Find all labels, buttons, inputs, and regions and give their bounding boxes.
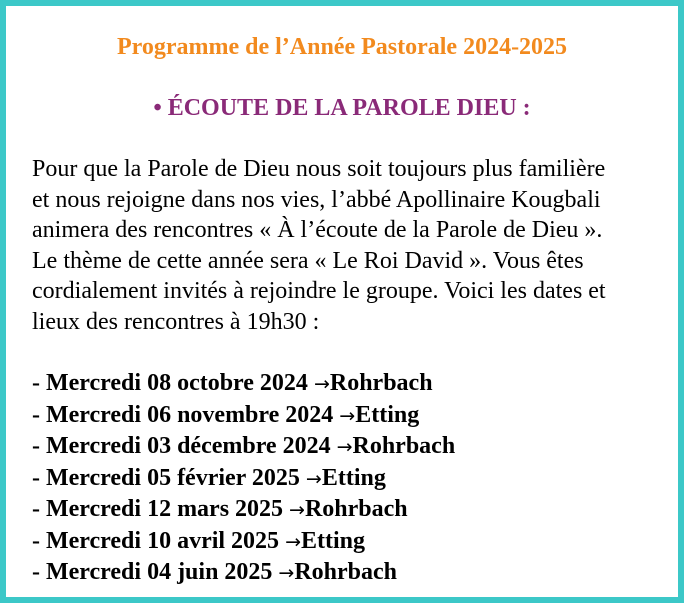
meeting-date: Mercredi 06 novembre 2024 bbox=[46, 401, 334, 428]
meeting-date: Mercredi 03 décembre 2024 bbox=[46, 433, 331, 459]
meeting-date-item bbox=[32, 557, 672, 589]
item-prefix: - bbox=[32, 401, 46, 428]
meeting-date: Mercredi 10 avril 2025 bbox=[46, 527, 280, 554]
intro-line: lieux des rencontres à 19h30 : bbox=[32, 308, 320, 335]
meeting-place: Etting bbox=[321, 464, 386, 491]
meeting-place: Rohrbach bbox=[304, 496, 408, 522]
arrow-right-icon: → bbox=[289, 499, 305, 521]
intro-line: Pour que la Parole de Dieu nous soit toujours plus familière bbox=[32, 156, 606, 182]
section-heading bbox=[32, 93, 652, 123]
meeting-date-item bbox=[32, 368, 672, 400]
meeting-date: Mercredi 12 mars 2025 bbox=[46, 496, 284, 522]
meeting-date-item bbox=[32, 400, 672, 432]
meeting-date: Mercredi 05 février 2025 bbox=[46, 464, 300, 491]
meeting-date-item bbox=[32, 463, 672, 495]
intro-line: animera des rencontres « À l’écoute de la Parole de Dieu ». bbox=[32, 217, 603, 243]
intro-line: et nous rejoigne dans nos vies, l’abbé Apollinaire Kougbali bbox=[32, 186, 601, 213]
meeting-place: Etting bbox=[300, 527, 365, 554]
section-heading-text: ÉCOUTE DE LA PAROLE DIEU : bbox=[167, 95, 531, 121]
arrow-right-icon: → bbox=[285, 530, 301, 553]
document-content bbox=[32, 32, 672, 589]
meeting-place: Rohrbach bbox=[294, 559, 398, 585]
item-prefix: - bbox=[32, 496, 46, 522]
arrow-right-icon: → bbox=[305, 467, 322, 490]
meeting-date: Mercredi 04 juin 2025 bbox=[46, 559, 273, 585]
arrow-right-icon: → bbox=[278, 562, 295, 584]
meeting-place: Rohrbach bbox=[329, 370, 433, 396]
item-prefix: - bbox=[32, 433, 46, 459]
arrow-right-icon: → bbox=[336, 436, 353, 458]
meeting-date-item bbox=[32, 526, 672, 558]
meeting-date-item bbox=[32, 494, 672, 526]
intro-line: cordialement invités à rejoindre le groupe. Voici les dates et bbox=[32, 278, 606, 304]
item-prefix: - bbox=[32, 527, 46, 554]
meeting-dates-list bbox=[32, 368, 672, 589]
intro-paragraph bbox=[32, 154, 672, 337]
meeting-place: Etting bbox=[355, 401, 420, 428]
meeting-date: Mercredi 08 octobre 2024 bbox=[46, 370, 308, 396]
intro-line: Le thème de cette année sera « Le Roi David ». Vous êtes bbox=[32, 247, 584, 274]
meeting-date-item bbox=[32, 431, 672, 463]
item-prefix: - bbox=[32, 370, 46, 396]
arrow-right-icon: → bbox=[339, 404, 356, 427]
section-bullet: • bbox=[153, 95, 162, 121]
item-prefix: - bbox=[32, 464, 46, 491]
page-title: Programme de l’Année Pastorale 2024-2025 bbox=[116, 34, 568, 60]
meeting-place: Rohrbach bbox=[352, 433, 456, 459]
item-prefix: - bbox=[32, 559, 46, 585]
arrow-right-icon: → bbox=[313, 373, 330, 395]
